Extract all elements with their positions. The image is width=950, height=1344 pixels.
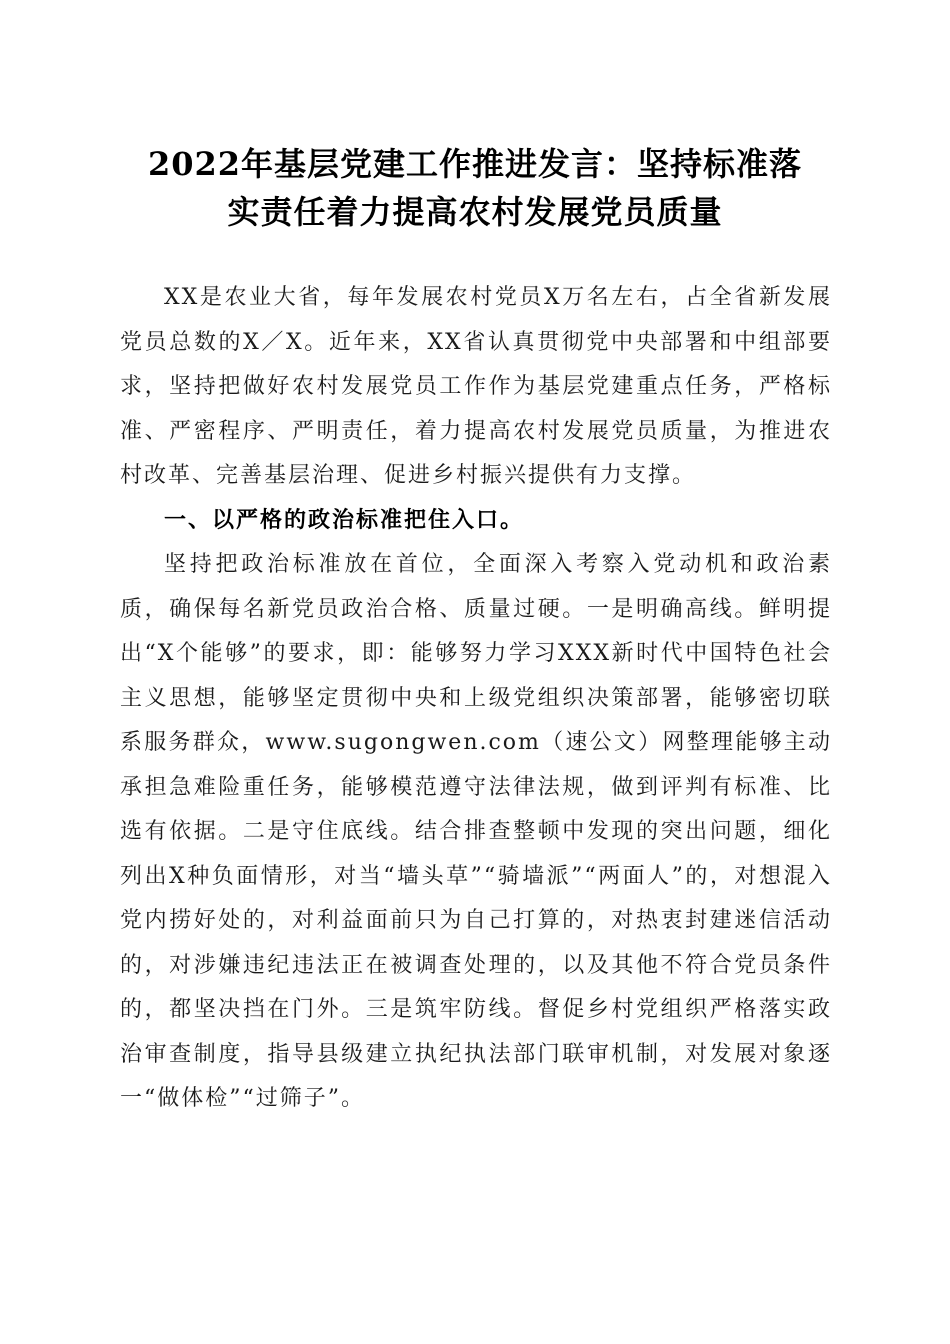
section-1-heading: 一、以严格的政治标准把住入口。 [164, 507, 525, 533]
title-line-1: 2022年基层党建工作推进发言：坚持标准落 [147, 145, 803, 183]
section-1-paragraph: 坚持把政治标准放在首位，全面深入考察入党动机和政治素质，确保每名新党员政治合格、质量过硬。一是明确高线。鲜明提出“X个能够”的要求，即：能够努力学习XXX新时代中国特色社会主义思想，能够坚定贯彻中央和上级党组织决策部署，能够密切联系服务群众，www.sugongwen.com（速公文）网整理能够主动承担急难险重任务，能够模范遵守法律法规，做到评判有标准、比选有依据。二是守住底线。结合排查整顿中发现的突出问题，细化列出X种负面情形，对当“墙头草”“骑墙派”“两面人”的，对想混入党内捞好处的，对利益面前只为自己打算的，对热衷封建迷信活动的，对涉嫌违纪违法正在被调查处理的，以及其他不符合党员条件的，都坚决挡在门外。三是筑牢防线。督促乡村党组织严格落实政治审查制度，指导县级建立执纪执法部门联审机制，对发展对象逐一“做体检”“过筛子”。 [120, 552, 832, 1111]
document-title [100, 140, 850, 236]
intro-paragraph: XX是农业大省，每年发展农村党员X万名左右，占全省新发展党员总数的X／X。近年来，XX省认真贯彻党中央部署和中组部要求，坚持把做好农村发展党员工作作为基层党建重点任务，严格标准、严密程序、严明责任，着力提高农村发展党员质量，为推进农村改革、完善基层治理、促进乡村振兴提供有力支撑。 [120, 285, 832, 488]
title-line-2: 实责任着力提高农村发展党员质量 [227, 193, 723, 231]
document-body [120, 276, 832, 1122]
